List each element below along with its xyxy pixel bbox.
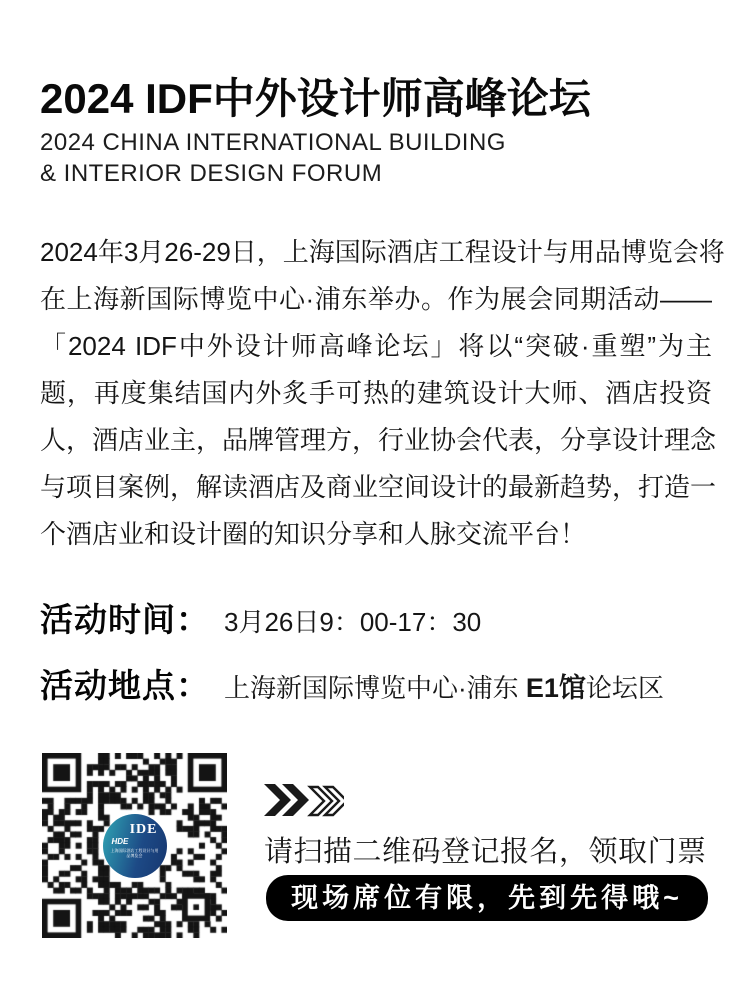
event-title: 2024 IDF中外设计师高峰论坛 [40,75,591,122]
event-time-label: 活动时间： [40,601,210,638]
intro-line: 与项目案例，解读酒店及商业空间设计的最新趋势，打造一 [40,472,717,502]
event-time-row [40,594,481,641]
qr-code [42,753,227,938]
intro-line: 个酒店业和设计圈的知识分享和人脉交流平台！ [40,519,587,549]
location-prefix: 上海新国际博览中心·浦东 [224,673,526,703]
double-chevron-icon [264,784,344,818]
scan-instruction: 请扫描二维码登记报名，领取门票 [264,836,707,868]
intro-line: 在上海新国际博览中心·浦东举办。作为展会同期活动—— [40,284,712,314]
intro-line: 「2024 IDF中外设计师高峰论坛」将以“突破·重塑”为主 [40,331,712,361]
event-location-value [224,666,664,705]
intro-paragraph [40,229,725,558]
event-location-label: 活动地点： [40,667,210,704]
intro-line: 题，再度集结国内外炙手可热的建筑设计大师、酒店投资 [40,378,712,408]
event-subtitle-line2: & INTERIOR DESIGN FORUM [40,160,383,187]
intro-line: 2024年3月26-29日，上海国际酒店工程设计与用品博览会将 [40,237,725,267]
intro-line: 人，酒店业主，品牌管理方，行业协会代表，分享设计理念 [40,425,717,455]
expo-logo-name: 上海国际酒店工程设计与用品博览会 [110,847,159,858]
expo-logo-monogram: IDE [129,821,158,837]
event-subtitle [40,127,506,189]
location-suffix: 论坛区 [585,673,664,703]
event-subtitle-line1: 2024 CHINA INTERNATIONAL BUILDING [40,129,506,156]
event-location-row [40,660,664,707]
expo-logo [103,814,167,878]
event-time-value: 3月26日9：00-17：30 [224,607,482,637]
location-hall: E1馆 [525,673,586,703]
chevron-arrows-icon [264,784,344,818]
seats-notice-badge: 现场席位有限，先到先得哦~ [266,875,708,921]
expo-logo-abbr: HDE [111,836,129,846]
